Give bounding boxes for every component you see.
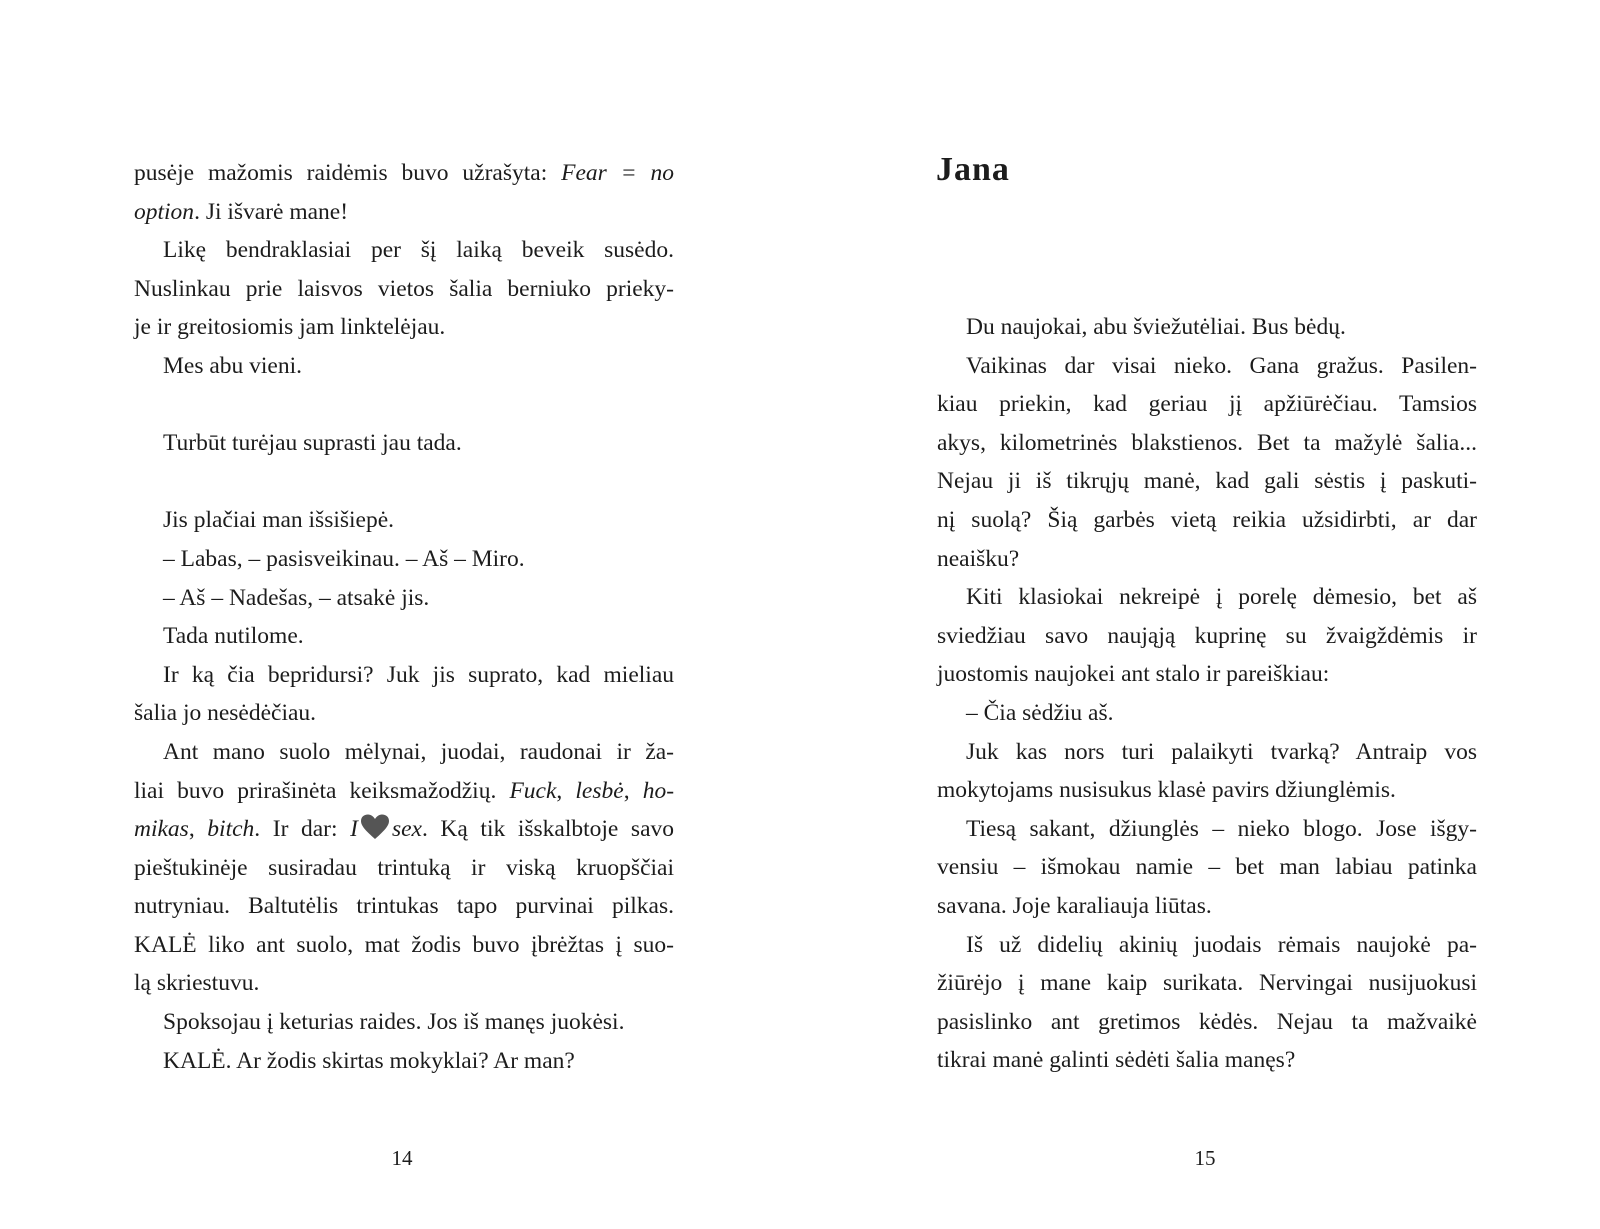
text-line: mokytojams nusisukus klasė pavirs džiunglėmis. (937, 777, 1396, 804)
text-line: Turbūt turėjau suprasti jau tada. (163, 430, 462, 457)
text-line: tikrai manė galinti sėdėti šalia manęs? (937, 1047, 1296, 1074)
text-line: neaišku? (937, 545, 1020, 572)
text-line: Ant mano suolo mėlynai, juodai, raudonai ir ža- (163, 738, 674, 765)
text-line: option. Ji išvarė mane! (134, 198, 349, 225)
right-page (800, 0, 1600, 1229)
scene-break (134, 386, 674, 425)
text-line: Tada nutilome. (163, 623, 304, 650)
heart-icon (360, 814, 390, 840)
text-line: Kiti klasiokai nekreipė į porelę dėmesio, bet aš (966, 584, 1477, 611)
text-line: Vaikinas dar visai nieko. Gana gražus. Pasilen- (966, 352, 1477, 379)
text-line: Likę bendraklasiai per šį laiką beveik susėdo. (163, 237, 674, 264)
text-line: akys, kilometrinės blakstienos. Bet ta mažylė šalia... (937, 429, 1477, 456)
text-line: pieštukinėje susiradau trintuką ir viską kruopščiai (134, 854, 674, 881)
dialogue-line: – Aš – Nadešas, – atsakė jis. (163, 584, 430, 611)
text-line: je ir greitosiomis jam linktelėjau. (134, 314, 446, 341)
text-line: Du naujokai, abu šviežutėliai. Bus bėdų. (966, 314, 1346, 340)
right-page-text (937, 308, 1477, 1080)
text-line: liai buvo prirašinėta keiksmažodžių. Fuck, lesbė, ho- (134, 777, 674, 804)
text-line: Nejau ji iš tikrųjų manė, kad gali sėstis į paskuti- (937, 468, 1477, 495)
text-line: KALĖ. Ar žodis skirtas mokyklai? Ar man? (163, 1047, 575, 1074)
text-line: nį suolą? Šią garbės vietą reikia užsidirbti, ar dar (937, 506, 1477, 533)
left-page-text (134, 154, 674, 1080)
text-line: nutryniau. Baltutėlis trintukas tapo purvinai pilkas. (134, 893, 674, 920)
text-line: Iš už didelių akinių juodais rėmais naujokė pa- (966, 931, 1477, 958)
dialogue-line: – Labas, – pasisveikinau. – Aš – Miro. (163, 545, 525, 572)
text-line: kiau priekin, kad geriau jį apžiūrėčiau. Tamsios (937, 391, 1477, 418)
text-line: Spoksojau į keturias raides. Jos iš manęs juokėsi. (163, 1009, 625, 1036)
dialogue-line: – Čia sėdžiu aš. (966, 699, 1114, 726)
text-line: Ir ką čia bepridursi? Juk jis suprato, kad mieliau (163, 661, 674, 688)
text-line: savana. Joje karaliauja liūtas. (937, 892, 1212, 919)
text-line: mikas, bitch. Ir dar: I sex. Ką tik išskalbtoje savo (134, 816, 674, 843)
text-line: šalia jo nesėdėčiau. (134, 700, 317, 727)
page-number: 14 (391, 1146, 413, 1170)
text-line: Nuslinkau prie laisvos vietos šalia berniuko prieky- (134, 275, 674, 302)
text-line: Juk kas nors turi palaikyti tvarką? Antraip vos (966, 738, 1477, 765)
text-line: žiūrėjo į mane kaip surikata. Nervingai nusijuokusi (937, 970, 1477, 997)
text-line: Mes abu vieni. (163, 352, 303, 379)
text-line: juostomis naujokei ant stalo ir pareiškiau: (937, 661, 1330, 688)
text-line: vensiu – išmokau namie – bet man labiau patinka (937, 854, 1477, 881)
scene-break (134, 463, 674, 502)
text-line: lą skriestuvu. (134, 970, 260, 997)
text-line: Tiesą sakant, džiunglės – nieko blogo. Jose išgy- (966, 815, 1477, 842)
text-line: sviedžiau savo naująją kuprinę su žvaigždėmis ir (937, 622, 1477, 649)
page-number: 15 (1194, 1146, 1216, 1170)
text-line: KALĖ liko ant suolo, mat žodis buvo įbrėžtas į suo- (134, 931, 674, 958)
chapter-title: Jana (936, 151, 1010, 188)
text-line: pasislinko ant gretimos kėdės. Nejau ta mažvaikė (937, 1008, 1477, 1035)
text-line: Jis plačiai man išsišiepė. (163, 507, 395, 534)
text-line: pusėje mažomis raidėmis buvo užrašyta: Fear = no (134, 160, 674, 186)
